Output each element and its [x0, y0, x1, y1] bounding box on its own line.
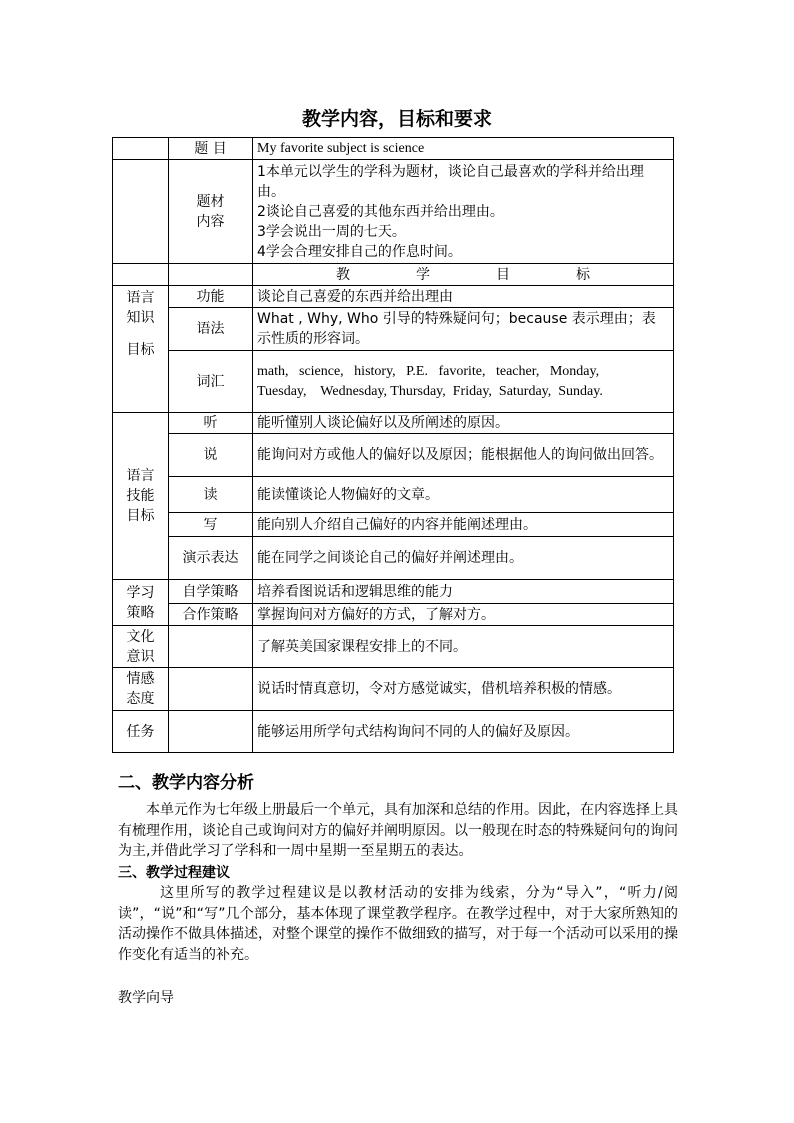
empty-cell — [169, 668, 253, 711]
label-line: 策略 — [126, 604, 155, 621]
culture-value: 了解英美国家课程安排上的不同。 — [253, 626, 674, 668]
objectives-table — [112, 137, 674, 753]
table-row — [113, 351, 674, 413]
table-row — [113, 580, 674, 604]
self-study-label: 自学策略 — [169, 580, 253, 604]
coop-value: 掌握询问对方偏好的方式，了解对方。 — [253, 604, 674, 626]
vocab-line: math, science, history, P.E. favorite, teacher, Monday, — [257, 363, 600, 379]
label-line: 知识 — [126, 310, 155, 326]
write-value: 能向别人介绍自己偏好的内容并能阐述理由。 — [253, 513, 674, 537]
present-value: 能在同学之间谈论自己的偏好并阐述理由。 — [253, 537, 674, 580]
self-study-value: 培养看图说话和逻辑思维的能力 — [253, 580, 674, 604]
table-row — [113, 264, 674, 286]
table-row — [113, 604, 674, 626]
culture-label — [113, 626, 169, 668]
guide-label: 教学向导 — [118, 990, 174, 1006]
label-line: 技能 — [126, 488, 155, 504]
section2-heading: 二、教学内容分析 — [118, 773, 254, 793]
task-label: 任务 — [113, 711, 169, 753]
material-label-line: 内容 — [196, 213, 225, 230]
label-line: 语言 — [126, 290, 155, 306]
label-line: 目标 — [126, 342, 155, 358]
material-content — [253, 160, 674, 264]
material-line: 4学会合理安排自己的作息时间。 — [257, 243, 462, 260]
function-value: 谈论自己喜爱的东西并给出理由 — [253, 286, 674, 308]
lang-skill-label — [113, 413, 169, 580]
table-row — [113, 138, 674, 160]
empty-cell — [113, 264, 169, 286]
listen-value: 能听懂别人谈论偏好以及所阐述的原因。 — [253, 413, 674, 434]
material-line: 3学会说出一周的七天。 — [257, 223, 406, 240]
emotion-label — [113, 668, 169, 711]
vocab-line: Tuesday, Wednesday, Thursday, Friday, Saturday, Sunday. — [257, 383, 603, 399]
present-label: 演示表达 — [169, 537, 253, 580]
topic-value: My favorite subject is science — [253, 138, 674, 160]
emotion-value: 说话时情真意切，令对方感觉诚实，借机培养积极的情感。 — [253, 668, 674, 711]
table-row — [113, 160, 674, 264]
label-line: 文化 — [126, 628, 155, 645]
empty-cell — [169, 264, 253, 286]
table-row — [113, 286, 674, 308]
grammar-label: 语法 — [169, 308, 253, 351]
section3-heading: 三、教学过程建议 — [118, 865, 230, 881]
section3-body: 这里所写的教学过程建议是以教材活动的安排为线索，分为“导入”，“听力/阅读”，“说”和“写”几个部分，基本体现了课堂教学程序。在教学过程中，对于大家所熟知的活动操作不做具体描述，对整个课堂的操作不做细致的描写，对于每一个活动可以采用的操作变化有适当的补充。 — [118, 885, 678, 963]
empty-cell — [113, 138, 169, 160]
label-line: 情感 — [126, 671, 155, 687]
material-label-line: 题材 — [196, 193, 225, 210]
goals-header-char: 目 — [496, 266, 510, 283]
empty-cell — [169, 626, 253, 668]
read-label: 读 — [169, 477, 253, 513]
section2-body: 本单元作为七年级上册最后一个单元，具有加深和总结的作用。因此，在内容选择上具有梳理作用，谈论自己或询问对方的偏好并阐明原因。以一般现在时态的特殊疑问句的询问为主,并借此学习了学科和一周中星期一至星期五的表达。 — [118, 802, 678, 859]
table-row — [113, 711, 674, 753]
read-value: 能读懂谈论人物偏好的文章。 — [253, 477, 674, 513]
label-line: 学习 — [126, 584, 155, 601]
table-row — [113, 434, 674, 477]
table-row — [113, 477, 674, 513]
material-label — [169, 160, 253, 264]
goals-header-char: 学 — [416, 266, 430, 283]
listen-label: 听 — [169, 413, 253, 434]
goals-header — [253, 264, 674, 286]
material-line: 2谈论自己喜爱的其他东西并给出理由。 — [257, 203, 504, 220]
speak-value: 能询问对方或他人的偏好以及原因；能根据他人的询问做出回答。 — [253, 434, 674, 477]
material-line: 1本单元以学生的学科为题材，谈论自己最喜欢的学科并给出理由。 — [257, 163, 644, 200]
table-row — [113, 308, 674, 351]
strategy-label — [113, 580, 169, 626]
task-value: 能够运用所学句式结构询问不同的人的偏好及原因。 — [253, 711, 674, 753]
table-row — [113, 668, 674, 711]
goals-header-char: 教 — [336, 266, 350, 283]
vocab-label: 词汇 — [169, 351, 253, 413]
table-row — [113, 413, 674, 434]
page-title: 教学内容，目标和要求 — [301, 108, 492, 130]
lang-knowledge-label — [113, 286, 169, 413]
grammar-value: What , Why, Who 引导的特殊疑问句；because 表示理由；表示性质的形容词。 — [253, 308, 674, 351]
empty-cell — [169, 711, 253, 753]
table-row — [113, 537, 674, 580]
table-row — [113, 626, 674, 668]
label-line: 目标 — [126, 508, 155, 524]
empty-cell — [113, 160, 169, 264]
write-label: 写 — [169, 513, 253, 537]
topic-label: 题 目 — [169, 138, 253, 160]
function-label: 功能 — [169, 286, 253, 308]
label-line: 态度 — [126, 691, 155, 707]
speak-label: 说 — [169, 434, 253, 477]
vocab-value — [253, 351, 674, 413]
label-line: 意识 — [126, 648, 155, 665]
coop-label: 合作策略 — [169, 604, 253, 626]
goals-header-char: 标 — [576, 266, 590, 283]
table-row — [113, 513, 674, 537]
label-line: 语言 — [126, 468, 155, 484]
